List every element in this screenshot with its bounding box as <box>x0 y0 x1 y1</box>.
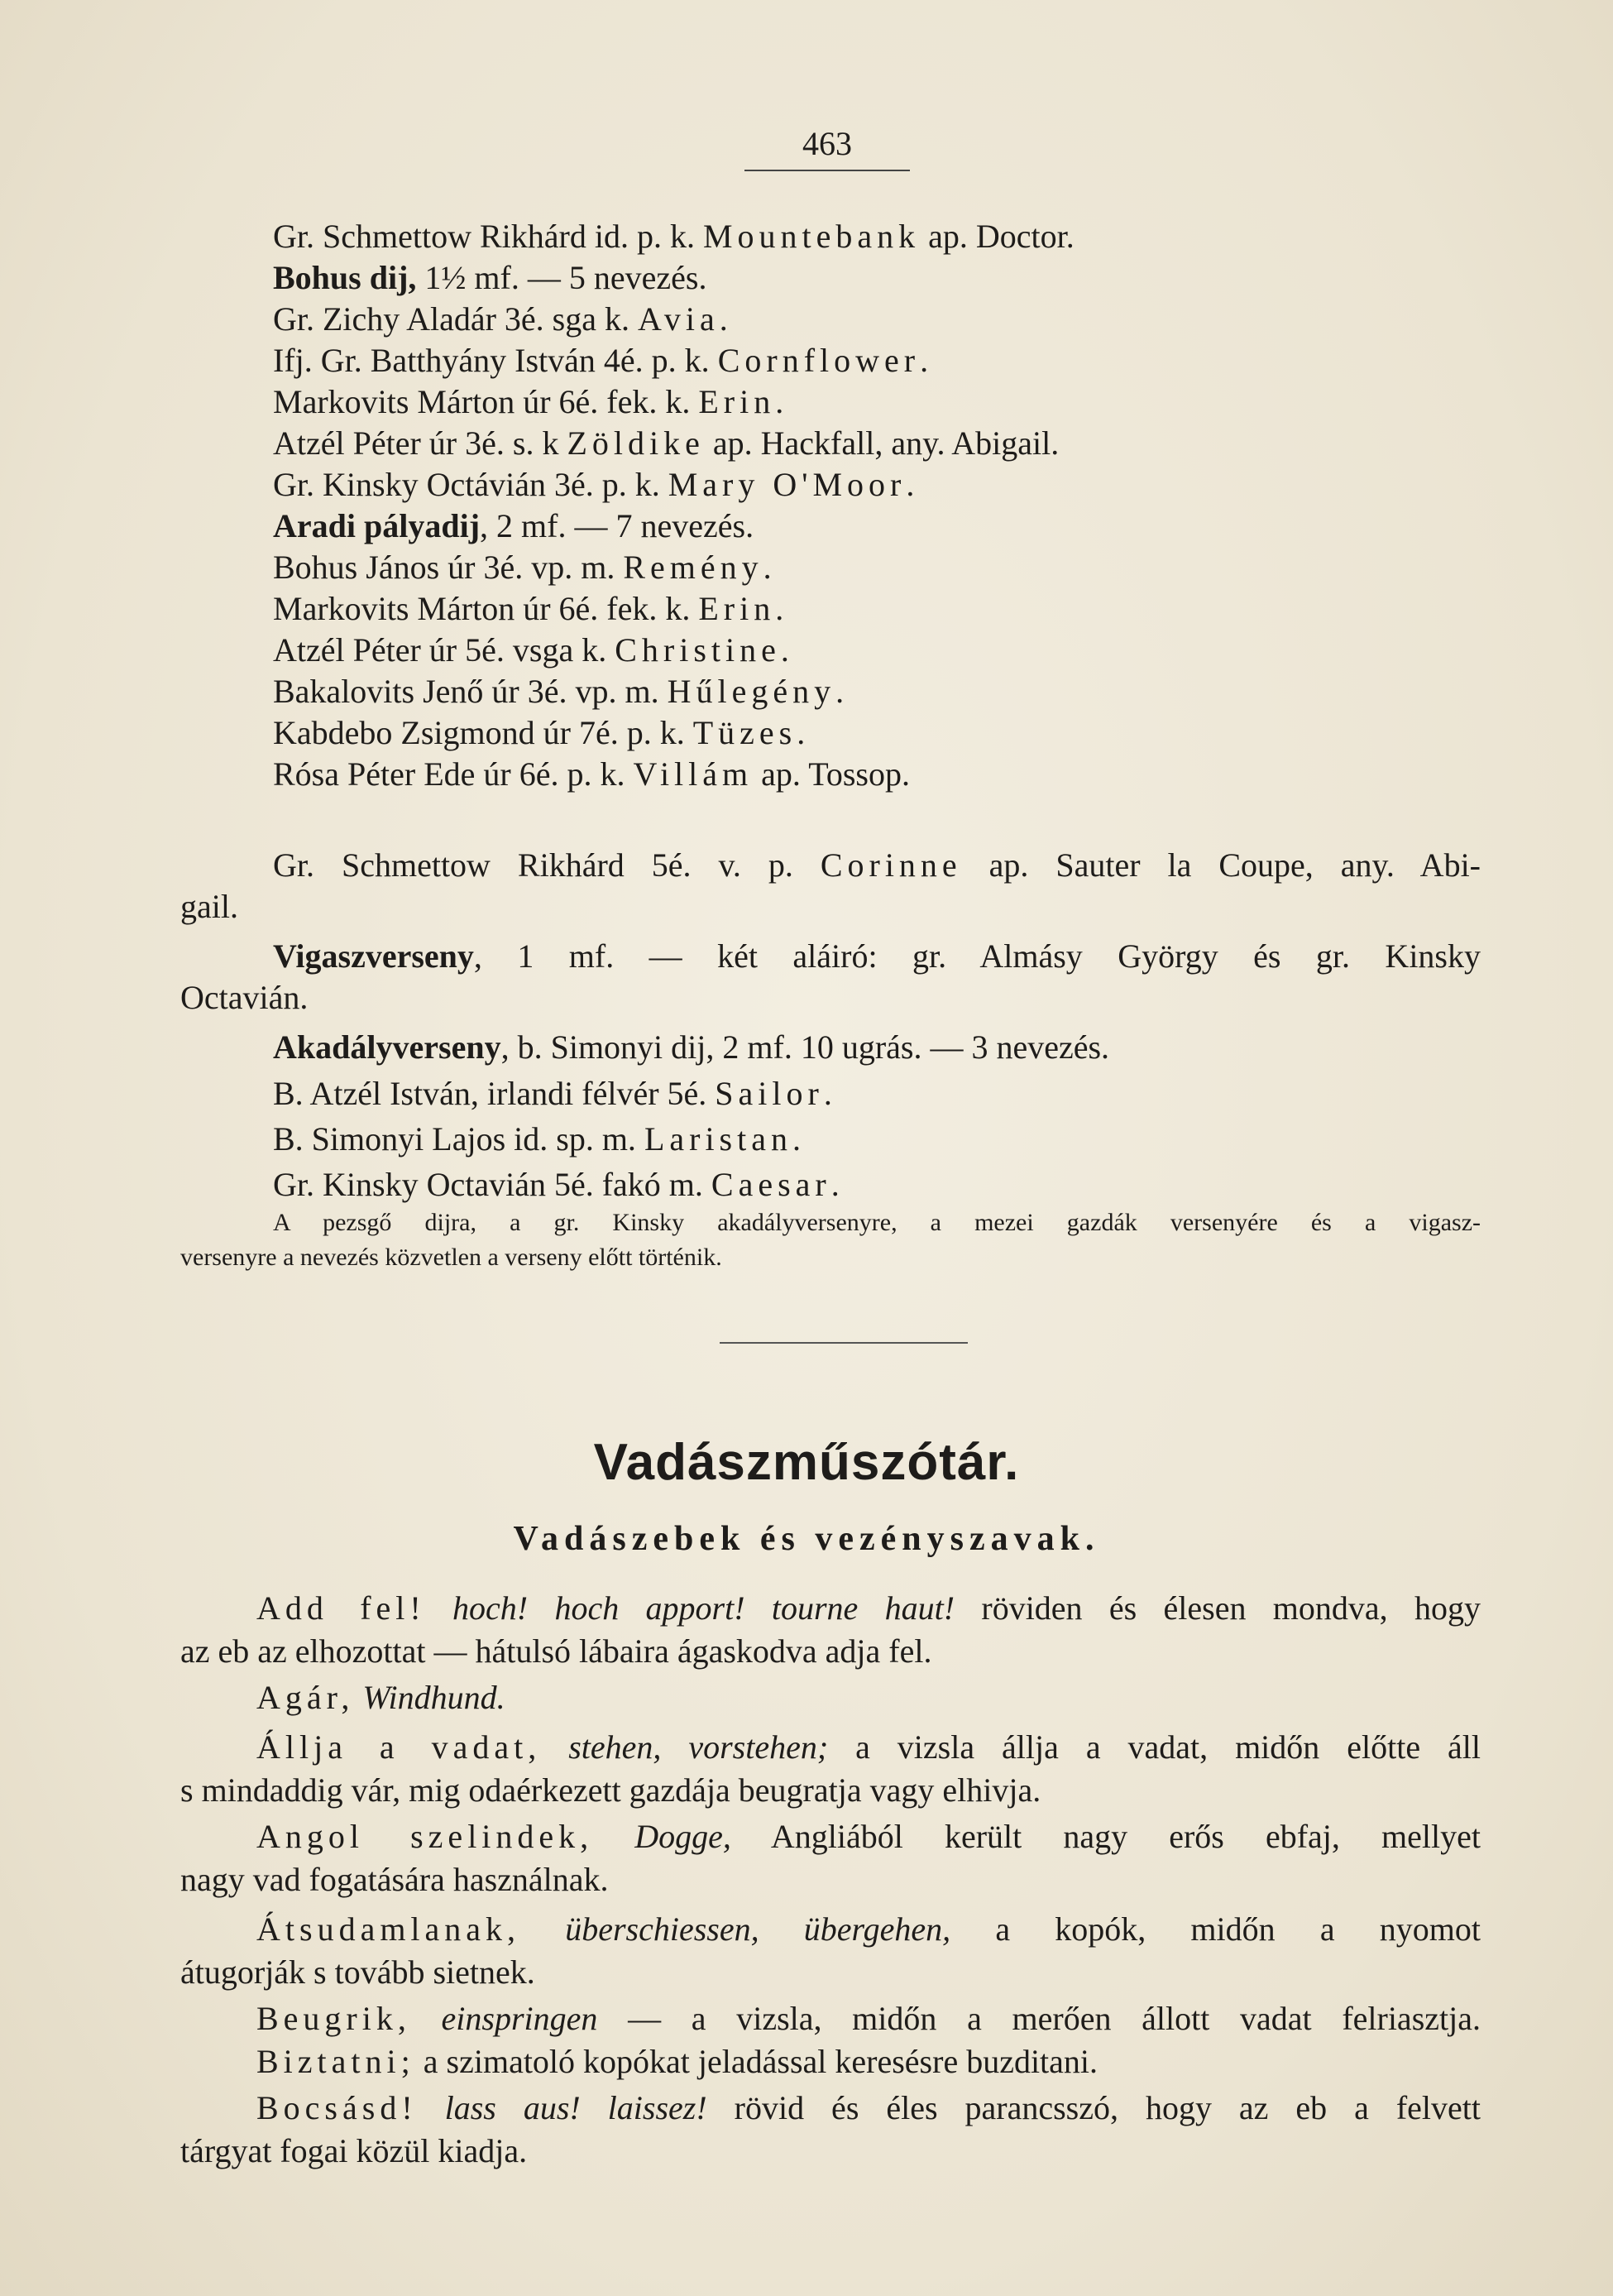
entry-continuation: Octavián. <box>180 979 309 1016</box>
entry-line: Gr. Schmettow Rikhárd 5é. v. p. Corinne ap. Sauter la Coupe, any. Abi- <box>273 846 1481 884</box>
dictionary-entry: Átsudamlanak, überschiessen, übergehen, a kopók, midőn a nyomot <box>256 1910 1481 1948</box>
dictionary-continuation: tárgyat fogai közül kiadja. <box>180 2132 528 2169</box>
section-title: Vadászműszótár. <box>593 1434 1020 1491</box>
entry-line: Markovits Márton úr 6é. fek. k. Erin. <box>273 590 784 627</box>
entry-line: Ifj. Gr. Batthyány István 4é. p. k. Cornflower. <box>273 342 929 379</box>
race-title-line: Vigaszverseny, 1 mf. — két aláiró: gr. Almásy György és gr. Kinsky <box>273 937 1481 975</box>
dictionary-entry: Beugrik, einspringen — a vizsla, midőn a merően állott vadat felriasztja. <box>256 2000 1481 2037</box>
dictionary-continuation: s mindaddig vár, mig odaérkezett gazdája beugratja vagy elhivja. <box>180 1771 1041 1809</box>
entry-line: Gr. Schmettow Rikhárd id. p. k. Mountebank ap. Doctor. <box>273 218 1075 255</box>
dictionary-entry: Add fel! hoch! hoch apport! tourne haut! röviden és élesen mondva, hogy <box>256 1589 1481 1627</box>
entry-line: Rósa Péter Ede úr 6é. p. k. Villám ap. Tossop. <box>273 755 910 793</box>
note-line: A pezsgő dijra, a gr. Kinsky akadályversenyre, a mezei gazdák versenyére és a vigasz- <box>273 1209 1481 1236</box>
entry-line: Bakalovits Jenő úr 3é. vp. m. Hűlegény. <box>273 673 845 710</box>
dictionary-entry: Állja a vadat, stehen, vorstehen; a vizsla állja a vadat, midőn előtte áll <box>256 1728 1481 1766</box>
entry-line: Atzél Péter úr 5é. vsga k. Christine. <box>273 631 789 669</box>
dictionary-continuation: átugorják s tovább sietnek. <box>180 1953 535 1991</box>
dictionary-entry: Bocsásd! lass aus! laissez! rövid és éles parancsszó, hogy az eb a felvett <box>256 2089 1481 2126</box>
dictionary-continuation: az eb az elhozottat — hátulsó lábaira ágaskodva adja fel. <box>180 1632 932 1670</box>
entry-line: Markovits Márton úr 6é. fek. k. Erin. <box>273 383 784 420</box>
race-title-line: Akadályverseny, b. Simonyi dij, 2 mf. 10 ugrás. — 3 nevezés. <box>273 1028 1110 1066</box>
dictionary-entry: Biztatni; a szimatoló kopókat jeladással keresésre buzditani. <box>256 2043 1098 2080</box>
race-title-line: Aradi pályadij, 2 mf. — 7 nevezés. <box>273 507 754 544</box>
section-divider <box>720 1342 968 1344</box>
entry-line: Gr. Zichy Aladár 3é. sga k. Avia. <box>273 300 728 338</box>
page-number: 463 <box>802 125 852 162</box>
page-number-rule <box>744 170 910 171</box>
entry-line: Gr. Kinsky Octavián 5é. fakó m. Caesar. <box>273 1166 840 1203</box>
dictionary-entry: Agár, Windhund. <box>256 1679 505 1716</box>
entry-continuation: gail. <box>180 888 238 925</box>
entry-line: Gr. Kinsky Octávián 3é. p. k. Mary O'Moor. <box>273 466 915 503</box>
race-title-line: Bohus dij, 1½ mf. — 5 nevezés. <box>273 259 707 296</box>
entry-line: B. Atzél István, irlandi félvér 5é. Sailor. <box>273 1075 832 1112</box>
section-subtitle: Vadászebek és vezényszavak. <box>513 1520 1100 1558</box>
entry-line: Bohus János úr 3é. vp. m. Remény. <box>273 549 772 586</box>
dictionary-entry: Angol szelindek, Dogge, Angliából került nagy erős ebfaj, mellyet <box>256 1818 1481 1855</box>
entry-line: B. Simonyi Lajos id. sp. m. Laristan. <box>273 1120 801 1158</box>
note-line: versenyre a nevezés közvetlen a verseny előtt történik. <box>180 1244 722 1271</box>
entry-line: Atzél Péter úr 3é. s. k Zöldike ap. Hackfall, any. Abigail. <box>273 424 1060 462</box>
entry-line: Kabdebo Zsigmond úr 7é. p. k. Tüzes. <box>273 714 806 751</box>
dictionary-continuation: nagy vad fogatására használnak. <box>180 1861 609 1898</box>
